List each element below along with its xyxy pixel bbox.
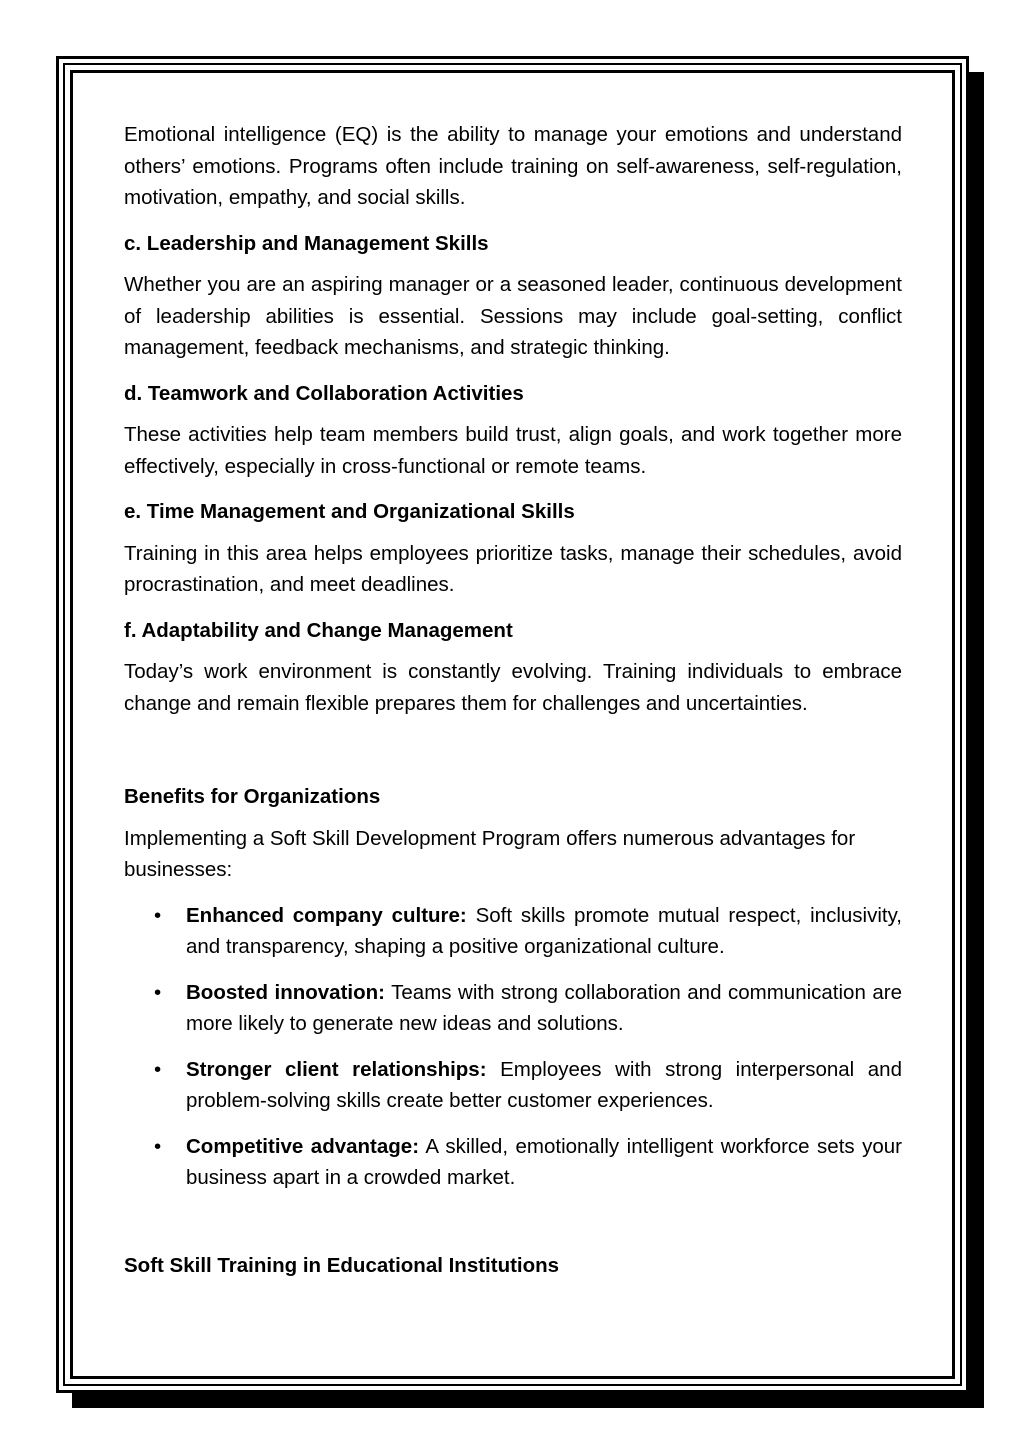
list-item	[124, 900, 902, 963]
benefits-list	[124, 900, 902, 1194]
benefit-term: Enhanced company culture:	[186, 903, 467, 927]
benefit-text: Teams with strong collaboration and communication are more likely to generate new ideas and solutions.	[186, 980, 902, 1035]
document-content	[124, 119, 902, 1291]
bullet-icon: •	[154, 1134, 162, 1158]
section-heading: e. Time Management and Organizational Skills	[124, 500, 575, 523]
benefit-text: Soft skills promote mutual respect, inclusivity, and transparency, shaping a positive organizational culture.	[186, 903, 903, 958]
section-heading: f. Adaptability and Change Management	[124, 618, 513, 642]
section-heading: c. Leadership and Management Skills	[124, 231, 489, 255]
benefit-text: A skilled, emotionally intelligent workforce sets your business apart in a crowded market.	[186, 1134, 902, 1189]
bullet-icon: •	[154, 1057, 162, 1081]
section-body: Whether you are an aspiring manager or a seasoned leader, continuous development of leadership abilities is essential. Sessions may include goal-setting, conflict management, feedback mechanisms, and strategic thinking.	[124, 273, 902, 359]
benefit-term: Boosted innovation:	[186, 980, 385, 1004]
benefits-section	[124, 781, 902, 1194]
section-time-management	[124, 496, 902, 601]
section-leadership	[124, 228, 902, 364]
section-heading: d. Teamwork and Collaboration Activities	[124, 381, 524, 405]
bullet-icon: •	[154, 903, 162, 927]
benefits-heading: Benefits for Organizations	[124, 785, 381, 808]
section-spacer	[124, 733, 902, 781]
list-item	[124, 1054, 902, 1117]
section-body: Training in this area helps employees prioritize tasks, manage their schedules, avoid procrastination, and meet deadlines.	[124, 541, 902, 596]
benefit-term: Stronger client relationships:	[186, 1057, 487, 1081]
benefits-intro: Implementing a Soft Skill Development Program offers numerous advantages for businesses:	[124, 826, 856, 881]
section-teamwork	[124, 378, 902, 483]
benefit-text: Employees with strong interpersonal and problem-solving skills create better customer experiences.	[186, 1057, 902, 1112]
list-item	[124, 1131, 902, 1194]
section-adaptability	[124, 615, 902, 720]
final-section-heading: Soft Skill Training in Educational Institutions	[124, 1253, 560, 1277]
bullet-icon: •	[154, 980, 162, 1004]
section-body: These activities help team members build trust, align goals, and work together more effectively, especially in cross-functional or remote teams.	[124, 423, 902, 478]
section-body: Today’s work environment is constantly evolving. Training individuals to embrace change and remain flexible prepares them for challenges and uncertainties.	[124, 660, 902, 715]
intro-paragraph: Emotional intelligence (EQ) is the ability to manage your emotions and understand others’ emotions. Programs often include training on self-awareness, self-regulation, motivation, empathy, and social skills.	[124, 123, 902, 209]
benefit-term: Competitive advantage:	[186, 1134, 420, 1158]
list-item	[124, 977, 902, 1040]
section-spacer	[124, 1208, 902, 1250]
